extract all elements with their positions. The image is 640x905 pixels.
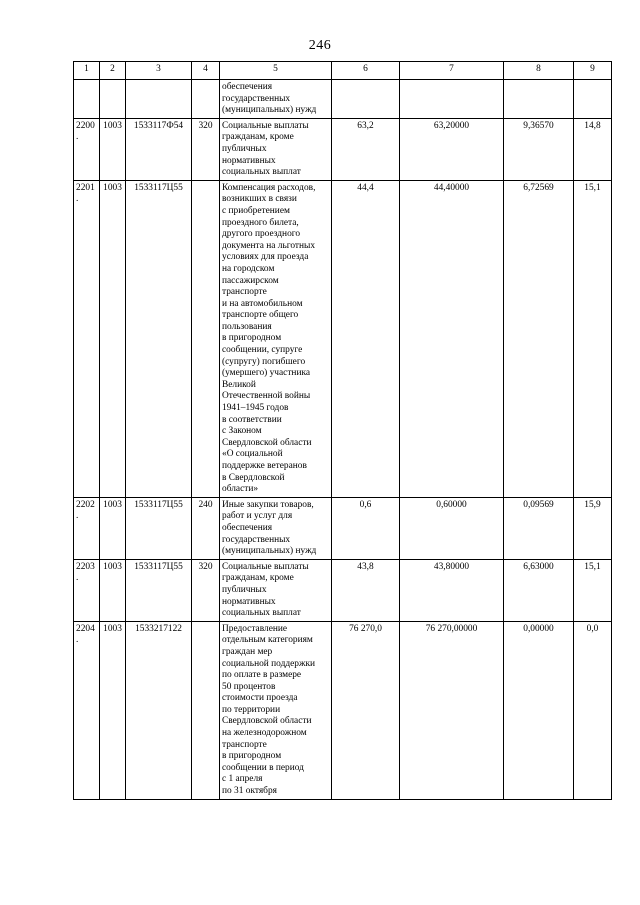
description-line: 1941–1945 годов xyxy=(222,403,289,414)
description-cell xyxy=(220,80,332,119)
target-code-cell: 1533117Ф54 xyxy=(126,118,192,180)
amount-col6-cell: 0,6 xyxy=(332,497,400,559)
description-line: граждан мер xyxy=(222,646,273,657)
description-line: Социальные выплаты xyxy=(222,561,309,572)
description-line: публичных xyxy=(222,584,267,595)
header-cell: 9 xyxy=(574,62,612,80)
description-line: условиях для проезда xyxy=(222,252,309,263)
description-line: социальных выплат xyxy=(222,608,301,619)
percent-col9-cell: 15,1 xyxy=(574,559,612,621)
description-cell xyxy=(220,497,332,559)
section-code-cell xyxy=(100,80,126,119)
percent-col9-cell xyxy=(574,80,612,119)
target-code-cell: 1533217122 xyxy=(126,621,192,799)
target-code-cell: 1533117Ц55 xyxy=(126,497,192,559)
row-number-cell: 2201. xyxy=(74,180,100,497)
percent-col9-cell: 14,8 xyxy=(574,118,612,180)
description-line: Иные закупки товаров, xyxy=(222,499,314,510)
target-code-cell xyxy=(126,80,192,119)
description-line: «О социальной xyxy=(222,449,283,460)
budget-table xyxy=(73,61,612,800)
description-line: отдельным категориям xyxy=(222,635,313,646)
description-line: стоимости проезда xyxy=(222,693,298,704)
amount-col8-cell: 6,72569 xyxy=(504,180,574,497)
description-line: (муниципальных) нужд xyxy=(222,105,317,116)
expense-kind-cell: 320 xyxy=(192,559,220,621)
description-line: по 31 октября xyxy=(222,786,277,797)
header-cell: 5 xyxy=(220,62,332,80)
description-line: поддержке ветеранов xyxy=(222,461,307,471)
header-cell: 1 xyxy=(74,62,100,80)
description-line: Великой xyxy=(222,379,256,390)
description-line: с приобретением xyxy=(222,205,290,216)
description-cell xyxy=(220,180,332,497)
description-line: пассажирском xyxy=(222,275,279,286)
description-line: социальных выплат xyxy=(222,167,301,178)
percent-col9-cell: 15,9 xyxy=(574,497,612,559)
amount-col8-cell: 9,36570 xyxy=(504,118,574,180)
amount-col6-cell: 76 270,0 xyxy=(332,621,400,799)
amount-col7-cell: 0,60000 xyxy=(400,497,504,559)
expense-kind-cell: 320 xyxy=(192,118,220,180)
header-cell: 4 xyxy=(192,62,220,80)
description-line: государственных xyxy=(222,534,291,545)
section-code-cell: 1003 xyxy=(100,118,126,180)
description-line: (умершего) участника xyxy=(222,368,311,379)
row-number-cell xyxy=(74,80,100,119)
expense-kind-cell xyxy=(192,621,220,799)
table-row xyxy=(74,497,612,559)
description-line: Компенсация расходов, xyxy=(222,182,316,193)
description-line: документа на льготных xyxy=(222,240,316,251)
amount-col6-cell xyxy=(332,80,400,119)
expense-kind-cell xyxy=(192,180,220,497)
amount-col6-cell: 43,8 xyxy=(332,559,400,621)
amount-col6-cell: 44,4 xyxy=(332,180,400,497)
percent-col9-cell: 15,1 xyxy=(574,180,612,497)
description-line: (муниципальных) нужд xyxy=(222,546,317,557)
table-header-row xyxy=(74,62,612,80)
description-line: транспорте xyxy=(222,739,267,750)
description-line: сообщении в период xyxy=(222,762,304,773)
section-code-cell: 1003 xyxy=(100,497,126,559)
description-line: и на автомобильном xyxy=(222,298,303,309)
header-cell: 2 xyxy=(100,62,126,80)
expense-kind-cell xyxy=(192,80,220,119)
amount-col7-cell: 44,40000 xyxy=(400,180,504,497)
description-line: в пригородном xyxy=(222,751,282,762)
description-line: обеспечения xyxy=(222,82,273,92)
description-line: транспорте xyxy=(222,287,267,298)
description-line: работ и услуг для xyxy=(222,511,293,522)
header-cell: 3 xyxy=(126,62,192,80)
amount-col7-cell: 63,20000 xyxy=(400,118,504,180)
amount-col8-cell: 0,00000 xyxy=(504,621,574,799)
description-line: 50 процентов xyxy=(222,681,276,692)
expense-kind-cell: 240 xyxy=(192,497,220,559)
description-line: гражданам, кроме xyxy=(222,573,294,584)
description-line: Отечественной войны xyxy=(222,391,311,402)
description-line: (супругу) погибшего xyxy=(222,356,306,367)
description-line: гражданам, кроме xyxy=(222,132,294,143)
description-line: транспорте общего xyxy=(222,310,299,321)
description-line: проездного билета, xyxy=(222,217,299,228)
description-line: области» xyxy=(222,484,259,495)
description-line: социальной поддержки xyxy=(222,658,316,669)
amount-col7-cell xyxy=(400,80,504,119)
amount-col7-cell: 76 270,00000 xyxy=(400,621,504,799)
section-code-cell: 1003 xyxy=(100,559,126,621)
description-line: в Свердловской xyxy=(222,472,285,483)
description-line: нормативных xyxy=(222,596,276,607)
description-line: публичных xyxy=(222,143,267,154)
description-line: Предоставление xyxy=(222,623,288,634)
target-code-cell: 1533117Ц55 xyxy=(126,180,192,497)
description-line: на городском xyxy=(222,263,275,274)
description-line: государственных xyxy=(222,93,291,104)
description-line: Свердловской области xyxy=(222,716,312,727)
table-row xyxy=(74,80,612,119)
description-line: в соответствии xyxy=(222,414,282,425)
percent-col9-cell: 0,0 xyxy=(574,621,612,799)
description-line: с 1 апреля xyxy=(222,774,263,785)
row-number-cell: 2203. xyxy=(74,559,100,621)
page-number: 246 xyxy=(308,38,332,53)
table-row xyxy=(74,118,612,180)
description-cell xyxy=(220,621,332,799)
description-cell xyxy=(220,559,332,621)
section-code-cell: 1003 xyxy=(100,180,126,497)
table-row xyxy=(74,180,612,497)
amount-col7-cell: 43,80000 xyxy=(400,559,504,621)
description-line: пользования xyxy=(222,321,272,332)
target-code-cell: 1533117Ц55 xyxy=(126,559,192,621)
description-line: возникших в связи xyxy=(222,194,297,205)
description-line: с Законом xyxy=(222,426,262,437)
description-line: в пригородном xyxy=(222,333,282,344)
row-number-cell: 2200. xyxy=(74,118,100,180)
description-line: по территории xyxy=(222,704,281,715)
description-line: нормативных xyxy=(222,155,276,166)
header-cell: 8 xyxy=(504,62,574,80)
amount-col8-cell xyxy=(504,80,574,119)
header-cell: 7 xyxy=(400,62,504,80)
description-line: по оплате в размере xyxy=(222,670,302,681)
table-row xyxy=(74,621,612,799)
header-cell: 6 xyxy=(332,62,400,80)
amount-col8-cell: 0,09569 xyxy=(504,497,574,559)
amount-col8-cell: 6,63000 xyxy=(504,559,574,621)
amount-col6-cell: 63,2 xyxy=(332,118,400,180)
description-line: сообщении, супруге xyxy=(222,345,303,356)
table-row xyxy=(74,559,612,621)
description-line: Свердловской области xyxy=(222,437,312,448)
description-cell xyxy=(220,118,332,180)
description-line: на железнодорожном xyxy=(222,728,307,739)
description-line: Социальные выплаты xyxy=(222,120,309,131)
row-number-cell: 2202. xyxy=(74,497,100,559)
row-number-cell: 2204. xyxy=(74,621,100,799)
description-line: обеспечения xyxy=(222,522,273,533)
section-code-cell: 1003 xyxy=(100,621,126,799)
description-line: другого проездного xyxy=(222,229,301,240)
